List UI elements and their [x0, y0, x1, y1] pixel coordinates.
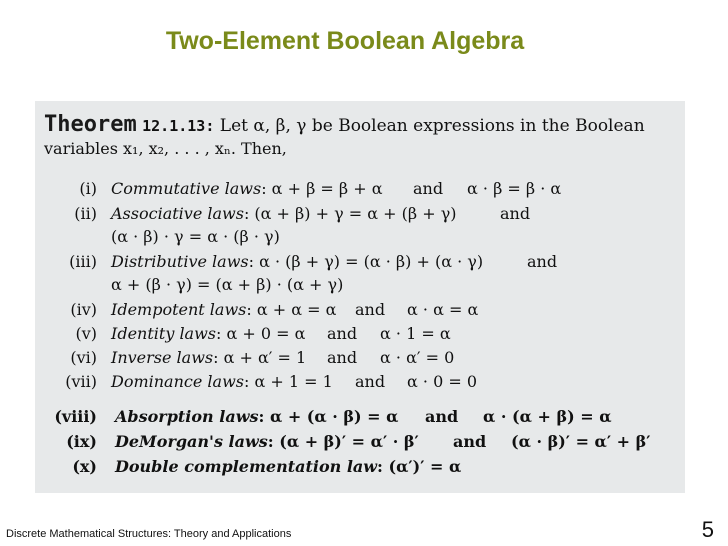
law-conjunction: and [327, 324, 358, 343]
law-number: (viii) [54, 407, 97, 426]
law-text [111, 252, 483, 271]
law-equation-2: α · (α + β) = α [483, 407, 612, 426]
law-conjunction: and [413, 179, 444, 198]
law-number: (x) [72, 457, 97, 476]
law-text [111, 204, 457, 223]
slide-footer: Discrete Mathematical Structures: Theory and Applications [6, 528, 292, 540]
law-number: (iii) [69, 252, 97, 271]
law-equation-2: α · 0 = 0 [407, 372, 477, 391]
law-equation: : α + α = α [246, 300, 337, 319]
law-equation: : α + 1 = 1 [243, 372, 333, 391]
law-name: Associative laws [111, 204, 244, 223]
law-equation-2: α · β = β · α [467, 179, 562, 198]
law-conjunction: and [500, 204, 531, 223]
law-equation-2: α · α′ = 0 [380, 348, 455, 367]
slide-title: Two-Element Boolean Algebra [165, 27, 525, 55]
law-name: DeMorgan's laws [115, 432, 268, 451]
law-number: (v) [75, 324, 97, 343]
theorem-word: Theorem [44, 112, 137, 137]
law-text [111, 348, 306, 367]
theorem-box [35, 101, 685, 493]
law-text [111, 179, 383, 198]
law-number: (vii) [65, 372, 97, 391]
law-conjunction: and [327, 348, 358, 367]
law-equation: : α + α′ = 1 [213, 348, 307, 367]
law-equation-2: α · α = α [407, 300, 479, 319]
law-text [115, 432, 419, 451]
law-number: (i) [79, 179, 97, 198]
law-conjunction: and [453, 432, 487, 451]
law-name: Absorption laws [115, 407, 259, 426]
law-conjunction: and [425, 407, 459, 426]
law-equation-2: (α · β)′ = α′ + β′ [511, 432, 651, 451]
law-text [111, 300, 336, 319]
law-name: Dominance laws [111, 372, 244, 391]
law-equation: : α · (β + γ) = (α · β) + (α · γ) [248, 252, 484, 271]
law-row-continuation: α + (β · γ) = (α + β) · (α + γ) [111, 275, 344, 294]
law-text [115, 457, 461, 476]
law-name: Identity laws [111, 324, 216, 343]
law-conjunction: and [355, 300, 386, 319]
law-number: (ii) [74, 204, 97, 223]
law-number: (ix) [66, 432, 97, 451]
law-equation: : (α + β) + γ = α + (β + γ) [243, 204, 457, 223]
law-text [115, 407, 398, 426]
page-number: 5 [701, 517, 714, 542]
law-name: Double complementation law [115, 457, 378, 476]
law-equation: : α + 0 = α [216, 324, 306, 343]
theorem-heading [44, 112, 645, 137]
theorem-intro-line2: variables x₁, x₂, . . . , xₙ. Then, [44, 139, 287, 158]
theorem-intro-line1: Let α, β, γ be Boolean expressions in the Boolean [219, 116, 645, 136]
law-name: Distributive laws [111, 252, 249, 271]
law-name: Idempotent laws [111, 300, 247, 319]
law-equation-2: α · 1 = α [380, 324, 451, 343]
law-equation: : α + β = β + α [261, 179, 383, 198]
law-name: Inverse laws [111, 348, 214, 367]
law-conjunction: and [355, 372, 386, 391]
law-equation: : α + (α · β) = α [258, 407, 399, 426]
law-number: (vi) [70, 348, 97, 367]
law-name: Commutative laws [111, 179, 262, 198]
law-equation: : (α′)′ = α [377, 457, 462, 476]
law-number: (iv) [70, 300, 97, 319]
law-equation: : (α + β)′ = α′ · β′ [267, 432, 419, 451]
law-row-continuation: (α · β) · γ = α · (β · γ) [111, 227, 280, 246]
law-conjunction: and [527, 252, 558, 271]
theorem-number: 12.1.13: [142, 117, 215, 135]
law-text [111, 372, 333, 391]
law-text [111, 324, 305, 343]
